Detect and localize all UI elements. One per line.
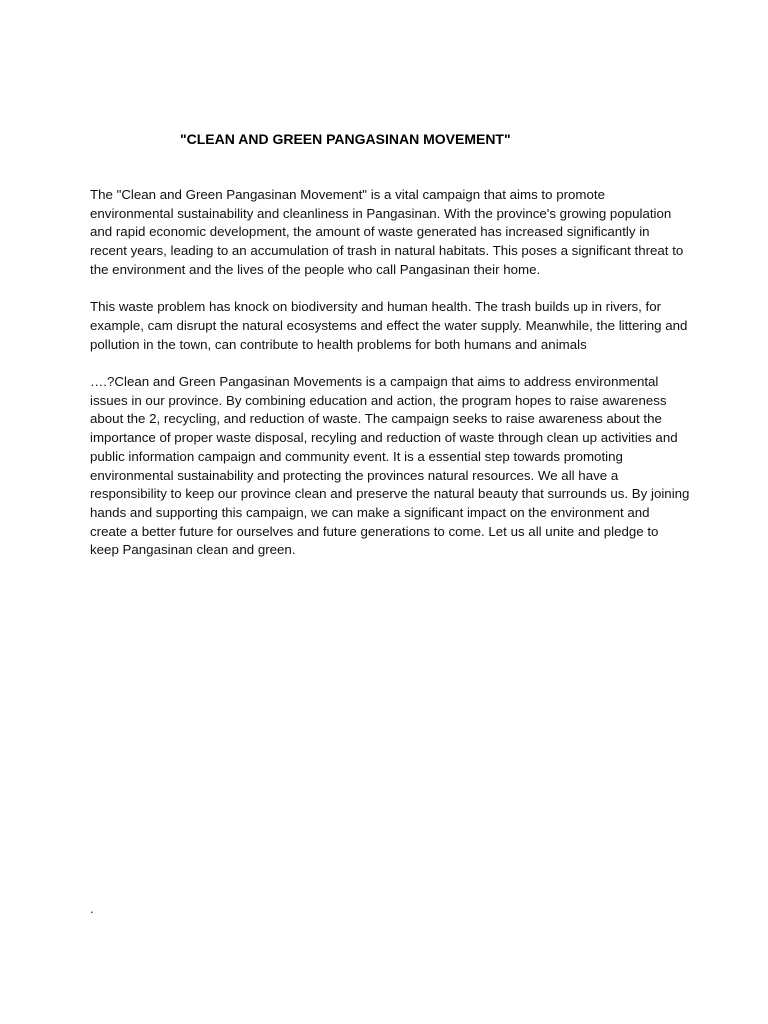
paragraph-waste-problem: This waste problem has knock on biodiversity and human health. The trash builds up in rivers, for example, cam disrupt the natural ecosystems and effect the water supply. Meanwhile, the littering and pollution in the town, can contribute to health problems for both humans and animals <box>90 299 688 352</box>
document-body <box>90 186 690 579</box>
paragraph-campaign: ….?Clean and Green Pangasinan Movements is a campaign that aims to address environmental issues in our province. By combining education and action, the program hopes to raise awareness about the 2, recycling, and reduction of waste. The campaign seeks to raise awareness about the importance of proper waste disposal, recyling and reduction of waste through clean up activities and public information campaign and community event. It is a essential step towards promoting environmental sustainability and protecting the provinces natural resources. We all have a responsibility to keep our province clean and preserve the natural beauty that surrounds us. By joining hands and supporting this campaign, we can make a significant impact on the environment and create a better future for ourselves and future generations to come. Let us all unite and pledge to keep Pangasinan clean and green. <box>90 374 690 558</box>
document-title: "CLEAN AND GREEN PANGASINAN MOVEMENT" <box>180 131 511 147</box>
footer-mark: . <box>90 901 94 916</box>
paragraph-intro: The "Clean and Green Pangasinan Movement" is a vital campaign that aims to promote environmental sustainability and cleanliness in Pangasinan. With the province's growing population and rapid economic development, the amount of waste generated has increased significantly in recent years, leading to an accumulation of trash in natural habitats. This poses a significant threat to the environment and the lives of the people who call Pangasinan their home. <box>90 187 684 277</box>
